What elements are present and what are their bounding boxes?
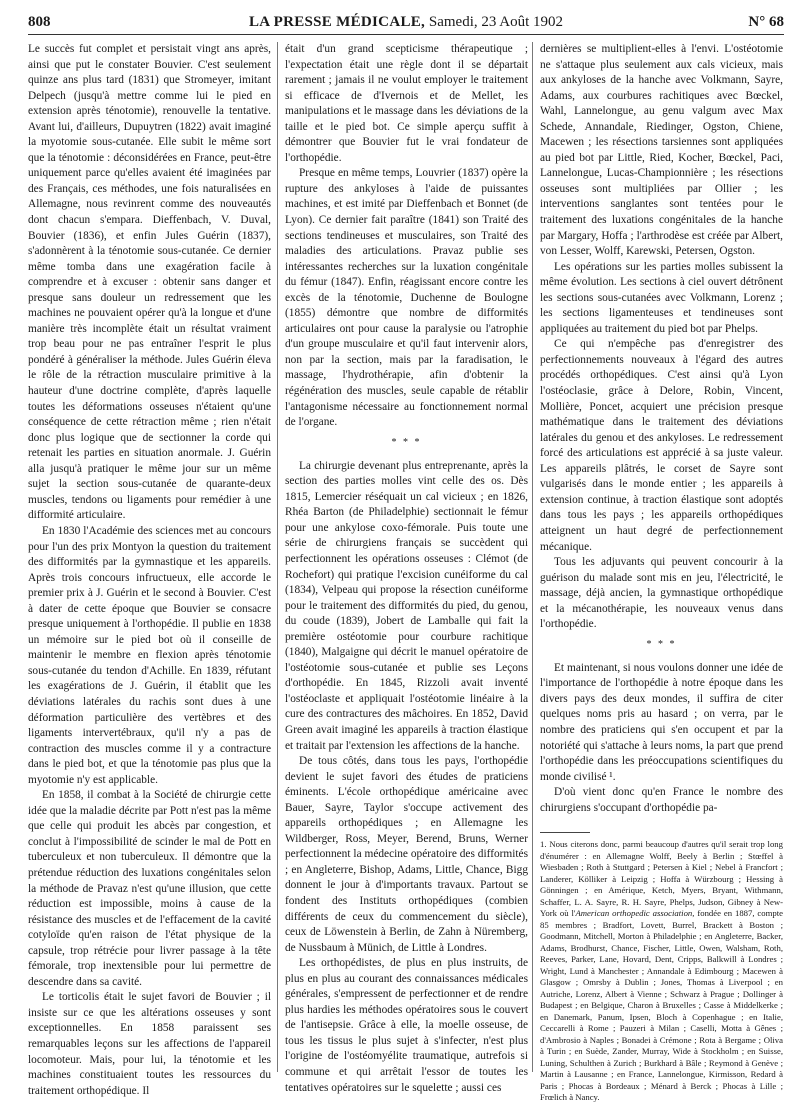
- paragraph: En 1858, il combat à la Société de chirurgie cette idée que la maladie décrite par Pott n'est pas la même que celle qui produit les abcès par congestion, et conclut à l'impossibilité de scinder le mal de Pott en tuberculeux et non tuberculeux. Il démontre que la prétendue réduction des luxations congénitales selon la méthode de Pravaz n'est qu'une illusion, que cette réduction est impossible, moins à cause de la résistance des muscles et de l'effacement de la cavité cotyloïde qu'en raison de l'état physique de la capsule, trop rétrécie pour livrer passage à la tête fémorale, trop inextensible pour lui permettre de descendre dans sa cavité.: [28, 789, 271, 988]
- paragraph: Le torticolis était le sujet favori de Bouvier ; il insiste sur ce que les altérations osseuses y sont exceptionnelles. En 1858 paraissent ses remarquables leçons sur les affections de l'appareil locomoteur. Mais, pour lui, la ténotomie et les machines constituaient toutes les ressources du traitement orthopédique. Il: [28, 991, 271, 1097]
- paragraph: Tous les adjuvants qui peuvent concourir à la guérison du malade sont mis en jeu, l'électricité, le massage, déjà ancien, la gymnastique orthopédique et la mécanothérapie, les nouveaux venus dans l'orthopédie.: [540, 556, 783, 631]
- paragraph: La chirurgie devenant plus entreprenante, après la section des parties molles vint celle des os. Dès 1815, Lemercier réséquait un cal vicieux ; en 1826, Rhéa Barton (de Philadelphie) sectionnait le fémur pour une ankylose coxo-fémorale. Puis toute une série de chirurgiens français se succèdent qui perfectionnent les opérations osseuses : Clémot (de Rochefort) qui pratique l'excision cunéiforme du cal (1834), Velpeau qui propose la résection cunéiforme pour le traitement des difformités du pied, du genou, du coude (1839), Jobert de Lamballe qui fait la première ostéotomie pour courbure rachitique (1840), Malgaigne qui décrit le manuel opératoire de l'ostéotomie sous-cutanée et publie ses Leçons d'orthopédie. En 1845, Rizzoli avait inventé l'ostéoclaste et appliquait l'ostéotomie linéaire à la cure des contractures des mâchoires. En 1852, David Green avait imaginé les appareils à traction élastique et traitait par l'extension les affections de la hanche.: [285, 459, 528, 752]
- page-header: [28, 12, 784, 34]
- footnote-italic: American orthopedic association: [575, 908, 693, 919]
- paragraph: Le succès fut complet et persistait vingt ans après, ainsi que put le constater Bouvier. C'est seulement quinze ans plus tard (1831) que Stromeyer, imitant Delpech (jusqu'à mettre comme lui le pied en extension après ténotomie), renouvelle la tentative. Avant lui, d'ailleurs, Dupuytren (1822) avait imaginé la myotomie sous-cutanée. Elle subit le même sort que la ténotomie : déconsidérées en France, peut-être uniquement parce qu'elles avaient été imaginées par des Français, ces méthodes, une fois naturalisées en Allemagne, nous revinrent comme des nouveautés dont chacun s'empara. Dieffenbach, V. Duval, Bouvier (1836), et enfin Jules Guérin (1837), s'adonnèrent à la ténotomie sous-cutanée. Ce dernier même tomba dans une exagération facile à comprendre et à excuser : obtenir sans danger et presque sans douleur un redressement que les machines ne pouvaient opérer qu'à la longue et d'une manière très incomplète était un résultat vraiment trop beau pour ne pas entraîner l'esprit le plus pondéré à généraliser la méthode. Jules Guérin éleva le rôle de la rétraction musculaire primitive à la hauteur d'une doctrine complète, d'après laquelle toutes les déformations osseuses n'étaient qu'une conséquence de cette rétraction même ; rien n'était donc plus logique que de sectionner la corde qui retenait les parties en situation anormale. J. Guérin alla jusqu'à pratiquer le même jour sur un même sujet la section sous-cutanée de quarante-deux muscles, tendons ou ligaments pour remédier à une difformité articulaire.: [28, 43, 271, 522]
- paragraph: Presque en même temps, Louvrier (1837) opère la rupture des ankyloses à l'aide de puissantes machines, et est imité par Dieffenbach et Bonnet (de Lyon). Ce dernier fait paraître (1841) son Traité des sections tendineuses et musculaires, son Traité des maladies des articulations. Pravaz publie ses intéressantes recherches sur la luxation congénitale du fémur (1847). Enfin, réagissant encore contre les excès de la ténotomie, Duchenne de Boulogne (1855) démontre que nombre de difformités articulaires ont pour cause la paralysie ou l'atrophie d'un groupe musculaire et qu'il faut intervenir alors, non par la section, mais par la faradisation, le massage, l'hydrothérapie, afin d'obtenir la régénération des muscles, seule capable de rétablir l'antagonisme nécessaire au fonctionnement normal de l'organe.: [285, 167, 528, 429]
- column-middle: [285, 42, 528, 1094]
- paragraph: était d'un grand scepticisme thérapeutique ; l'expectation était une règle dont il se départait rarement ; jamais il ne voulut employer le traitement si efficace de d'Ivernois et de Mellet, les manipulations et le massage dans les déviations de la taille et le pied bot. Ce simple aperçu suffit à démontrer que Bouvier fut le vrai fondateur de l'orthopédie.: [285, 43, 528, 164]
- column-divider: [277, 42, 278, 1072]
- footnote: [540, 839, 783, 1104]
- journal-name: LA PRESSE MÉDICALE,: [248, 14, 426, 30]
- paragraph: De tous côtés, dans tous les pays, l'orthopédie devient le sujet favori des études de praticiens éminents. L'école orthopédique américaine avec Bauer, Sayre, Taylor s'occupe activement des appareils orthopédiques ; en Allemagne les Wildberger, Ross, Meyer, Berend, Bruns, Werner perfectionnent la médecine opératoire des difformités ; en Angleterre, Bishop, Adams, Little, Chance, Bigg donnent le jour à d'importants travaux. Partout se fondent des Instituts orthopédiques (combien différents de ceux du commencement du siècle), ceux de Löwenstein à Berlin, de Zahn à Nüremberg, de Nussbaum à Münich, de Little à Londres.: [285, 755, 528, 954]
- section-separator: * * *: [646, 638, 677, 650]
- header-rule: [28, 34, 784, 35]
- column-left: [28, 42, 271, 1097]
- column-divider: [532, 42, 533, 1072]
- section-separator: * * *: [391, 436, 422, 448]
- footnote-text: 1. Nous citerons donc, parmi beaucoup d'autres qu'il serait trop long d'énumérer : en Allemagne Wolff, Beely à Berlin ; Stœffel à Wiesbaden ; Roth à Stuttgard ; Petersen à Kiel ; Nebel à Francfort ; Landerer, Kölliker à Leipzig ; Hoffa à Würzbourg ; Hessing à Gönningen ; en Amérique, Ketch, Myers, Bryant, Withmann, Schaffer, L. A. Sayre, R. H. Sayre, Phelps, Judson, Gibney à New-York où l': [540, 839, 783, 919]
- running-title: [28, 14, 784, 31]
- paragraph: D'où vient donc qu'en France le nombre des chirurgiens s'occupant d'orthopédie pa-: [540, 786, 783, 814]
- paragraph: Les orthopédistes, de plus en plus instruits, de plus en plus au courant des connaissances médicales générales, s'empressent de perfectionner et de rendre plus hardies les méthodes opératoires sous le couvert de l'antisepsie. Grâce à elle, la moelle osseuse, de tous les tissus le plus sujet à s'infecter, n'est plus l'origine de l'ostéomyélite traumatique, autrefois si commune et qui arrêtait l'essor de toutes les tentatives opératoires sur le squelette ; aussi ces: [285, 957, 528, 1094]
- paragraph: dernières se multiplient-elles à l'envi. L'ostéotomie ne s'attaque plus seulement aux cals vicieux, mais aux ankyloses de la hanche avec Volkmann, Sayre, Adams, aux courbures rachitiques avec Bœckel, Wahl, Lannelongue, au genu valgum avec Max Schede, Annandale, Riedinger, Ogston, Chiene, Macewen ; les résections tarsiennes sont appliquées au pied bot par Little, Ried, Kocher, Bœckel, Paci, Lannelongue, Lucas-Championnière ; les résections osseuses sont multipliées par Ollier ; les interventions sanglantes sont tentées pour le traitement des luxations congénitales de la hanche par Margary, Hoffa ; l'arthrodèse est créée par Albert, von Lesser, Wolff, Karewski, Petersen, Ogston.: [540, 43, 783, 258]
- paragraph: Et maintenant, si nous voulons donner une idée de l'importance de l'orthopédie à notre époque dans les divers pays des deux mondes, il suffira de citer quelques noms pris au hasard ; on verra, par le nombre des praticiens qui s'en occupent et par la notoriété qui s'attache à leurs noms, la part que prend l'orthopédie dans les préoccupations scientifiques du monde civilisé ¹.: [540, 661, 783, 783]
- issue-number: N° 68: [748, 14, 784, 30]
- page-number: 808: [28, 14, 51, 30]
- paragraph: Les opérations sur les parties molles subissent la même évolution. Les sections à ciel ouvert détrônent les sections sous-cutanées avec Volkmann, Lorenz ; les sections ligamenteuses et tendineuses sont appliquées au traitement du pied bot par Phelps.: [540, 260, 783, 335]
- issue-date: Samedi, 23 Août 1902: [428, 14, 564, 30]
- footnote-rule: [540, 832, 590, 833]
- column-right: [540, 42, 783, 1103]
- paragraph: Ce qui n'empêche pas d'enregistrer des perfectionnements nouveaux à l'égard des autres procédés orthopédiques. C'est ainsi qu'à Lyon l'ostéoclasie, grâce à Delore, Robin, Vincent, Mollière, Poncet, acquiert une précision presque mathématique dans le traitement des déviations latérales du genou et des ankyloses. Le redressement forcé des articulations est apprécié à sa juste valeur. Les appareils plâtrés, le corset de Sayre sont vulgarisés dans le monde entier ; les appareils à extension continue, à traction élastique sont adoptés dans tous les pays ; les appareils orthopédiques atteignent un haut degré de perfectionnement mécanique.: [540, 338, 783, 553]
- paragraph: En 1830 l'Académie des sciences met au concours pour l'un des prix Montyon la question du traitement des difformités par la gymnastique et les appareils. Après trois concours infructueux, elle accorde le premier prix à J. Guérin et le second à Bouvier. C'est à dater de cette époque que Bouvier se consacre presque uniquement à l'orthopédie. Il publie en 1838 un mémoire sur le pied bot où il conseille de maintenir le membre en flexion après ténotomie sous-cutanée du tendon d'Achille. En 1839, réfutant les exagérations de J. Guérin, il établit que les déviations latérales du rachis sont dues à une déformation particulière des vertèbres et des ligaments intervertébraux, qu'il n'y a pas de contraction des muscles comme il y a contracture dans le pied bot, et que la ténotomie pas plus que la myotomie n'y est applicable.: [28, 524, 271, 786]
- footnote-text: , fondée en 1887, compte 85 membres ; Bradfort, Lovett, Burrel, Brackett à Boston ; Goodmann, Mitchell, Morton à Philadelphie ; en Angleterre, Backer, Adams, Brodhurst, Chance, Fischer, Little, Owen, Walsham, Roth, Reeves, Parker, Lane, Hovard, Dent, Cripps, Balkwill à Londres ; Wright, Lund à Manchester ; Annandale à Edimbourg ; Macewen à Glasgow ; Omrsby à Dublin ; Jones, Thomas à Liverpool ; en Autriche, Lorenz, Albert à Vienne ; Schwarz à Prague ; Dollinger à Budapest ; en Belgique, Charon à Bruxelles ; Casse à Middelkerke ; en Danemark, Panum, Ipsen, Bloch à Copenhague ; en Italie, Ceccarelli à Rome ; Pauzeri à Milan ; Caselli, Motta à Gênes ; d'Ambrosio à Naples ; Bonadei à Crémone ; Rota à Bergame ; Oliva à Turin ; en Suède, Zander, Murray, Wide à Stockholm ; en Suisse, Luning, Schulthen à Zurich ; Burkhard à Bâle ; Reymond à Genève ; Martin à Lausanne ; en France, Lannelongue, Kirmisson, Redard à Paris ; Phocas à Bordeaux ; Ménard à Berck ; Phocas à Lille ; Frœlich à Nancy.: [540, 908, 783, 1103]
